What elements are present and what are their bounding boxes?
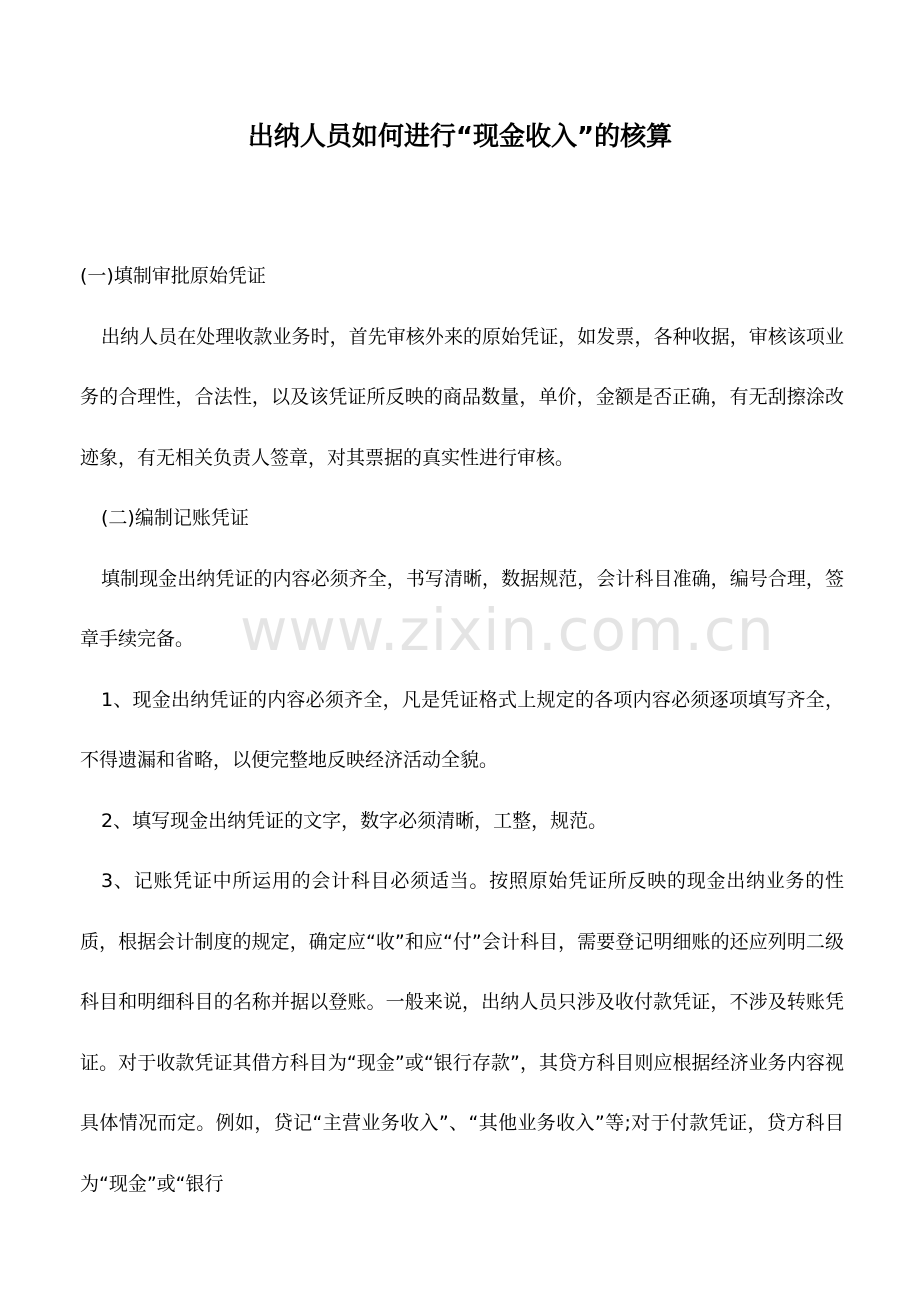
paragraph-2: 填制现金出纳凭证的内容必须齐全，书写清晰，数据规范，会计科目准确，编号合理，签章手续完备。 [80,567,844,650]
paragraph-1: 出纳人员在处理收款业务时，首先审核外来的原始凭证，如发票，各种收据，审核该项业务的合理性，合法性，以及该凭证所反映的商品数量，单价，金额是否正确，有无刮擦涂改迹象，有无相关负责人签章，对其票据的真实性进行审核。 [80,325,844,469]
document-body [80,246,844,1214]
watermark-text: www.zixin.com.cn [240,596,775,664]
list-item-3: 3、记账凭证中所运用的会计科目必须适当。按照原始凭证所反映的现金出纳业务的性质，根据会计制度的规定，确定应“收”和应“付”会计科目，需要登记明细账的还应列明二级科目和明细科目的名称并据以登账。一般来说，出纳人员只涉及收付款凭证，不涉及转账凭证。对于收款凭证其借方科目为“现金”或“银行存款”，其贷方科目则应根据经济业务内容视具体情况而定。例如，贷记“主营业务收入”、“其他业务收入”等;对于付款凭证，贷方科目为“现金”或“银行 [80,870,844,1195]
list-item-1: 1、现金出纳凭证的内容必须齐全，凡是凭证格式上规定的各项内容必须逐项填写齐全，不得遗漏和省略，以便完整地反映经济活动全貌。 [80,688,844,771]
list-item-2: 2、填写现金出纳凭证的文字，数字必须清晰，工整，规范。 [101,809,608,832]
section-heading-1: (一)填制审批原始凭证 [80,265,266,287]
document-title: 出纳人员如何进行“现金收入”的核算 [247,122,673,152]
section-heading-2: (二)编制记账凭证 [101,507,249,529]
